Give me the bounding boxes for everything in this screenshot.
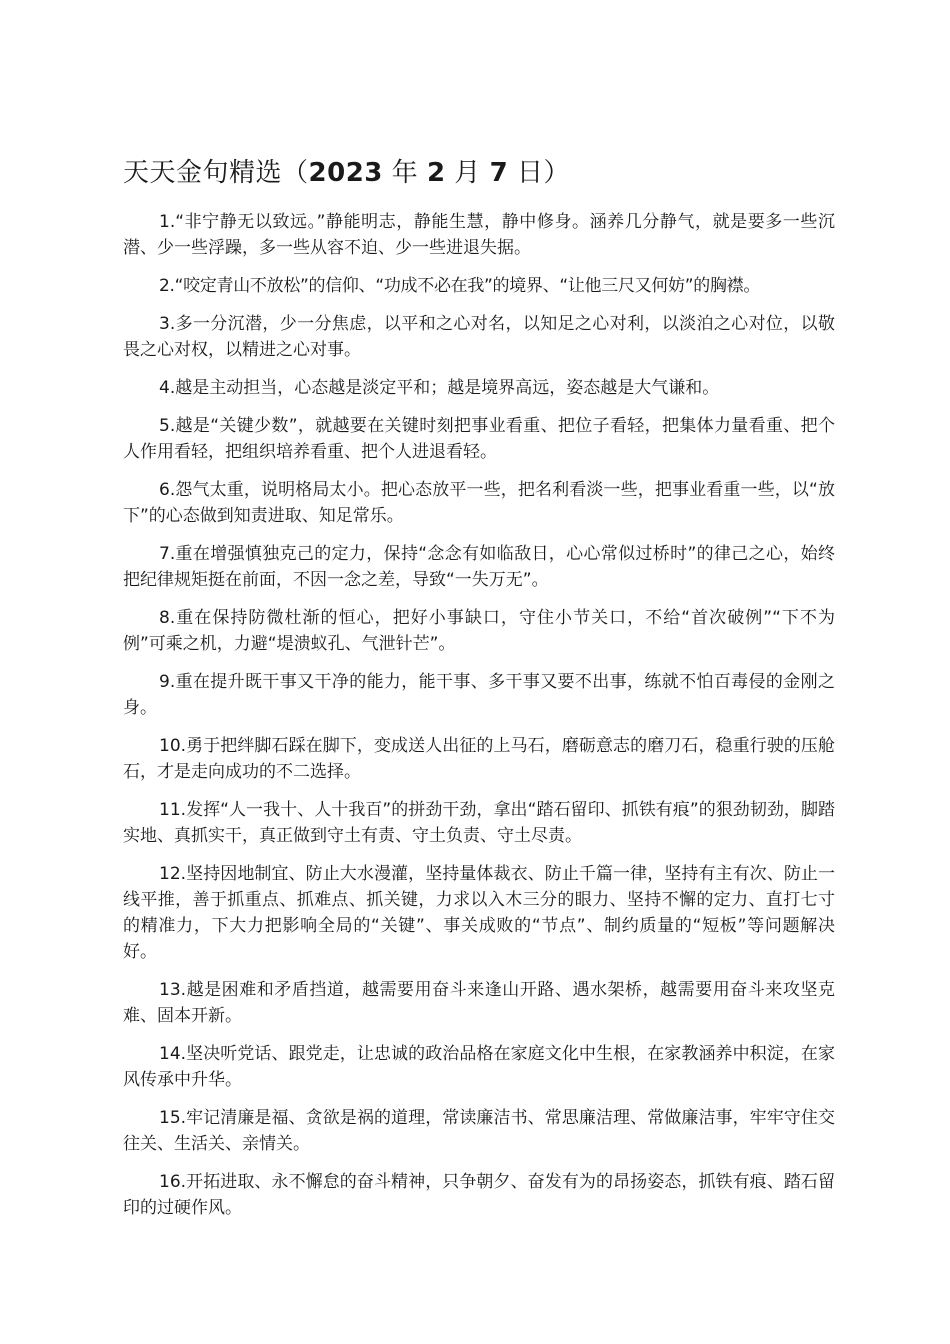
quote-item: 7.重在增强慎独克己的定力，保持“念念有如临敌日，心心常似过桥时”的律己之心，始终把纪律规矩挺在前面，不因一念之差，导致“一失万无”。 <box>123 544 835 590</box>
quote-item: 1.“非宁静无以致远。”静能明志，静能生慧，静中修身。涵养几分静气，就是要多一些沉潜、少一些浮躁，多一些从容不迫、少一些进退失据。 <box>123 212 835 258</box>
title-prefix: 天天金句精选（ <box>123 158 309 188</box>
quote-item: 2.“咬定青山不放松”的信仰、“功成不必在我”的境界、“让他三尺又何妨”的胸襟。 <box>159 276 761 296</box>
quote-item: 8.重在保持防微杜渐的恒心，把好小事缺口，守住小节关口，不给“首次破例”“下不为例”可乘之机，力避“堤溃蚁孔、气泄针芒”。 <box>123 608 835 654</box>
quote-item: 3.多一分沉潜，少一分焦虑，以平和之心对名，以知足之心对利，以淡泊之心对位，以敬畏之心对权，以精进之心对事。 <box>123 314 835 360</box>
quote-item: 5.越是“关键少数”，就越要在关键时刻把事业看重、把位子看轻，把集体力量看重、把个人作用看轻，把组织培养看重、把个人进退看轻。 <box>123 416 835 462</box>
quote-item: 9.重在提升既干事又干净的能力，能干事、多干事又要不出事，练就不怕百毒侵的金刚之身。 <box>123 672 835 718</box>
quote-item: 11.发挥“人一我十、人十我百”的拼劲干劲，拿出“踏石留印、抓铁有痕”的狠劲韧劲，脚踏实地、真抓实干，真正做到守土有责、守土负责、守土尽责。 <box>123 800 835 846</box>
quote-item: 16.开拓进取、永不懈怠的奋斗精神，只争朝夕、奋发有为的昂扬姿态，抓铁有痕、踏石留印的过硬作风。 <box>123 1172 835 1218</box>
quote-item: 15.牢记清廉是福、贪欲是祸的道理，常读廉洁书、常思廉洁理、常做廉洁事，牢牢守住交往关、生活关、亲情关。 <box>123 1108 835 1154</box>
quote-item: 13.越是困难和矛盾挡道，越需要用奋斗来逢山开路、遇水架桥，越需要用奋斗来攻坚克难、固本开新。 <box>123 980 835 1026</box>
quote-item: 6.怨气太重，说明格局太小。把心态放平一些，把名利看淡一些，把事业看重一些，以“放下”的心态做到知责进取、知足常乐。 <box>123 480 835 526</box>
title-month: 2 <box>426 158 446 188</box>
quote-item: 4.越是主动担当，心态越是淡定平和；越是境界高远，姿态越是大气谦和。 <box>159 378 720 398</box>
title-day: 7 <box>489 158 509 188</box>
quote-item: 14.坚决听党话、跟党走，让忠诚的政治品格在家庭文化中生根，在家教涵养中积淀，在家风传承中升华。 <box>123 1044 835 1090</box>
title-day-unit: 日） <box>516 158 570 188</box>
title-month-unit: 月 <box>454 158 481 188</box>
title-year-unit: 年 <box>391 158 419 188</box>
quote-list <box>123 209 835 1233</box>
page-title <box>123 155 570 191</box>
quote-item: 12.坚持因地制宜、防止大水漫灌，坚持量体裁衣、防止千篇一律，坚持有主有次、防止一线平推，善于抓重点、抓难点、抓关键，力求以入木三分的眼力、坚持不懈的定力、直打七寸的精准力，下大力把影响全局的“关键”、事关成败的“节点”、制约质量的“短板”等问题解决好。 <box>123 864 835 962</box>
title-year: 2023 <box>308 158 383 188</box>
quote-item: 10.勇于把绊脚石踩在脚下，变成送人出征的上马石，磨砺意志的磨刀石，稳重行驶的压舱石，才是走向成功的不二选择。 <box>123 736 835 782</box>
